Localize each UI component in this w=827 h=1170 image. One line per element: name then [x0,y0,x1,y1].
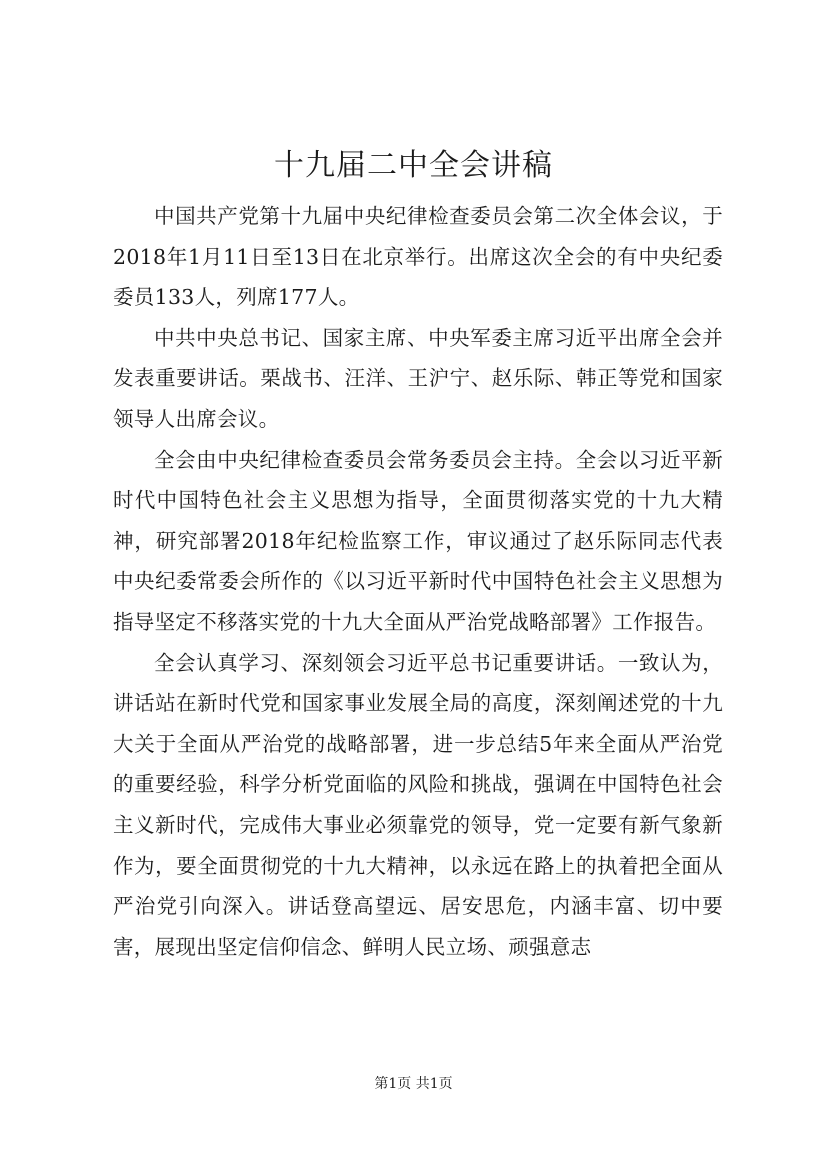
paragraph-3: 全会由中央纪律检查委员会常务委员会主持。全会以习近平新时代中国特色社会主义思想为指导，全面贯彻落实党的十九大精神，研究部署2018年纪检监察工作，审议通过了赵乐际同志代表中央纪委常委会所作的《以习近平新时代中国特色社会主义思想为指导坚定不移落实党的十九大全面从严治党战略部署》工作报告。 [113,447,723,634]
document-body [113,196,723,967]
page-footer: 第1页 共1页 [374,1076,453,1092]
paragraph-1: 中国共产党第十九届中央纪律检查委员会第二次全体会议，于2018年1月11日至13日在北京举行。出席这次全会的有中央纪委委员133人，列席177人。 [113,204,723,310]
paragraph-2: 中共中央总书记、国家主席、中央军委主席习近平出席全会并发表重要讲话。栗战书、汪洋、王沪宁、赵乐际、韩正等党和国家领导人出席会议。 [113,325,723,431]
document-title: 十九届二中全会讲稿 [274,148,553,183]
paragraph-4: 全会认真学习、深刻领会习近平总书记重要讲话。一致认为，讲话站在新时代党和国家事业发展全局的高度，深刻阐述党的十九大关于全面从严治党的战略部署，进一步总结5年来全面从严治党的重要经验，科学分析党面临的风险和挑战，强调在中国特色社会主义新时代，完成伟大事业必须靠党的领导，党一定要有新气象新作为，要全面贯彻党的十九大精神，以永远在路上的执着把全面从严治党引向深入。讲话登高望远、居安思危，内涵丰富、切中要害，展现出坚定信仰信念、鲜明人民立场、顽强意志 [113,650,723,959]
